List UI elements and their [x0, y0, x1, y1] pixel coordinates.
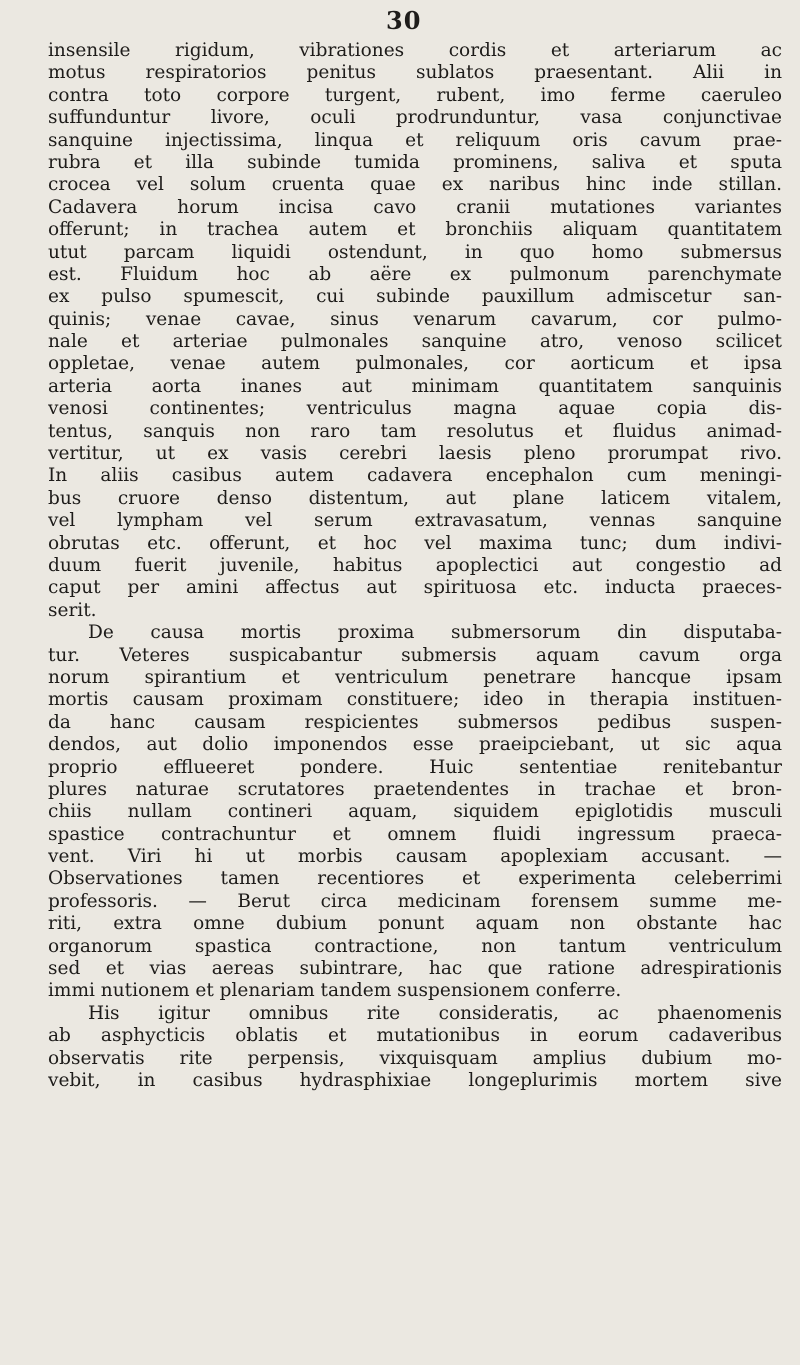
text-line: rubra et illa subinde tumida prominens, saliva et sputa [48, 151, 782, 173]
text-line: vel lympham vel serum extravasatum, vennas sanquine [48, 510, 782, 532]
text-line: organorum spastica contractione, non tantum ventriculum [48, 935, 782, 957]
text-line: offerunt; in trachea autem et bronchiis aliquam quantitatem [48, 219, 782, 241]
text-line: nale et arteriae pulmonales sanquine atro, venoso scilicet [48, 331, 782, 353]
text-line: insensile rigidum, vibrationes cordis et arteriarum ac [48, 40, 782, 61]
text-line: dendos, aut dolio imponendos esse praeipciebant, ut sic aqua [48, 734, 782, 756]
text-line: utut parcam liquidi ostendunt, in quo homo submersus [48, 241, 782, 263]
text-line: serit. [48, 599, 97, 621]
text-line: tur. Veteres suspicabantur submersis aquam cavum orga [48, 644, 782, 666]
text-line: Observationes tamen recentiores et experimenta celeberrimi [48, 868, 782, 890]
text-line: crocea vel solum cruenta quae ex naribus hinc inde stillan. [48, 174, 782, 196]
text-line: ex pulso spumescit, cui subinde pauxillum admiscetur san- [48, 286, 782, 308]
text-line: tentus, sanquis non raro tam resolutus et fluidus animad- [48, 420, 782, 442]
text-line: In aliis casibus autem cadavera encephalon cum meningi- [48, 465, 782, 487]
text-line: sed et vias aereas subintrare, hac que ratione adrespirationis [48, 958, 782, 980]
text-line: suffunduntur livore, oculi prodrunduntur, vasa conjunctivae [48, 107, 782, 129]
text-line: riti, extra omne dubium ponunt aquam non obstante hac [48, 913, 782, 935]
text-line: plures naturae scrutatores praetendentes in trachae et bron- [48, 778, 782, 800]
text-line: arteria aorta inanes aut minimam quantitatem sanquinis [48, 375, 782, 397]
text-line: vebit, in casibus hydrasphixiae longeplurimis mortem sive [48, 1069, 782, 1091]
text-line: mortis causam proximam constituere; ideo in therapia instituen- [48, 689, 782, 711]
text-line: oppletae, venae autem pulmonales, cor aorticum et ipsa [48, 353, 782, 375]
text-line: sanquine injectissima, linqua et reliquum oris cavum prae- [48, 129, 782, 151]
text-line: chiis nullam contineri aquam, siquidem epiglotidis musculi [48, 801, 782, 823]
text-line: da hanc causam respicientes submersos pedibus suspen- [48, 711, 782, 733]
text-line: observatis rite perpensis, vixquisquam amplius dubium mo- [48, 1047, 782, 1069]
page-number: 30 [386, 6, 422, 35]
text-line: professoris. — Berut circa medicinam forensem summe me- [48, 890, 782, 912]
text-line: bus cruore denso distentum, aut plane laticem vitalem, [48, 487, 782, 509]
text-line: spastice contrachuntur et omnem fluidi ingressum praeca- [48, 823, 782, 845]
text-line: Cadavera horum incisa cavo cranii mutationes variantes [48, 196, 782, 218]
body-text [48, 40, 782, 1092]
text-line: vertitur, ut ex vasis cerebri laesis pleno prorumpat rivo. [48, 443, 782, 465]
text-line: immi nutionem et plenariam tandem suspensionem conferre. [48, 980, 622, 1002]
text-line: caput per amini affectus aut spirituosa etc. inducta praeces- [48, 577, 782, 599]
text-line: His igitur omnibus rite consideratis, ac phaenomenis [88, 1002, 782, 1024]
text-line: motus respiratorios penitus sublatos praesentant. Alii in [48, 62, 782, 84]
text-line: norum spirantium et ventriculum penetrare hancque ipsam [48, 666, 782, 688]
text-line: ab asphycticis oblatis et mutationibus in eorum cadaveribus [48, 1025, 782, 1047]
text-line: duum fuerit juvenile, habitus apoplectici aut congestio ad [48, 554, 782, 576]
text-line: est. Fluidum hoc ab aëre ex pulmonum parenchymate [48, 263, 782, 285]
text-line: quinis; venae cavae, sinus venarum cavarum, cor pulmo- [48, 308, 782, 330]
text-line: contra toto corpore turgent, rubent, imo ferme caeruleo [48, 84, 782, 106]
text-line: vent. Viri hi ut morbis causam apoplexiam accusant. — [48, 846, 782, 868]
text-line: De causa mortis proxima submersorum din disputaba- [88, 622, 782, 644]
text-line: proprio efflueeret pondere. Huic sententiae renitebantur [48, 756, 782, 778]
text-line: venosi continentes; ventriculus magna aquae copia dis- [48, 398, 782, 420]
text-line: obrutas etc. offerunt, et hoc vel maxima tunc; dum indivi- [48, 532, 782, 554]
